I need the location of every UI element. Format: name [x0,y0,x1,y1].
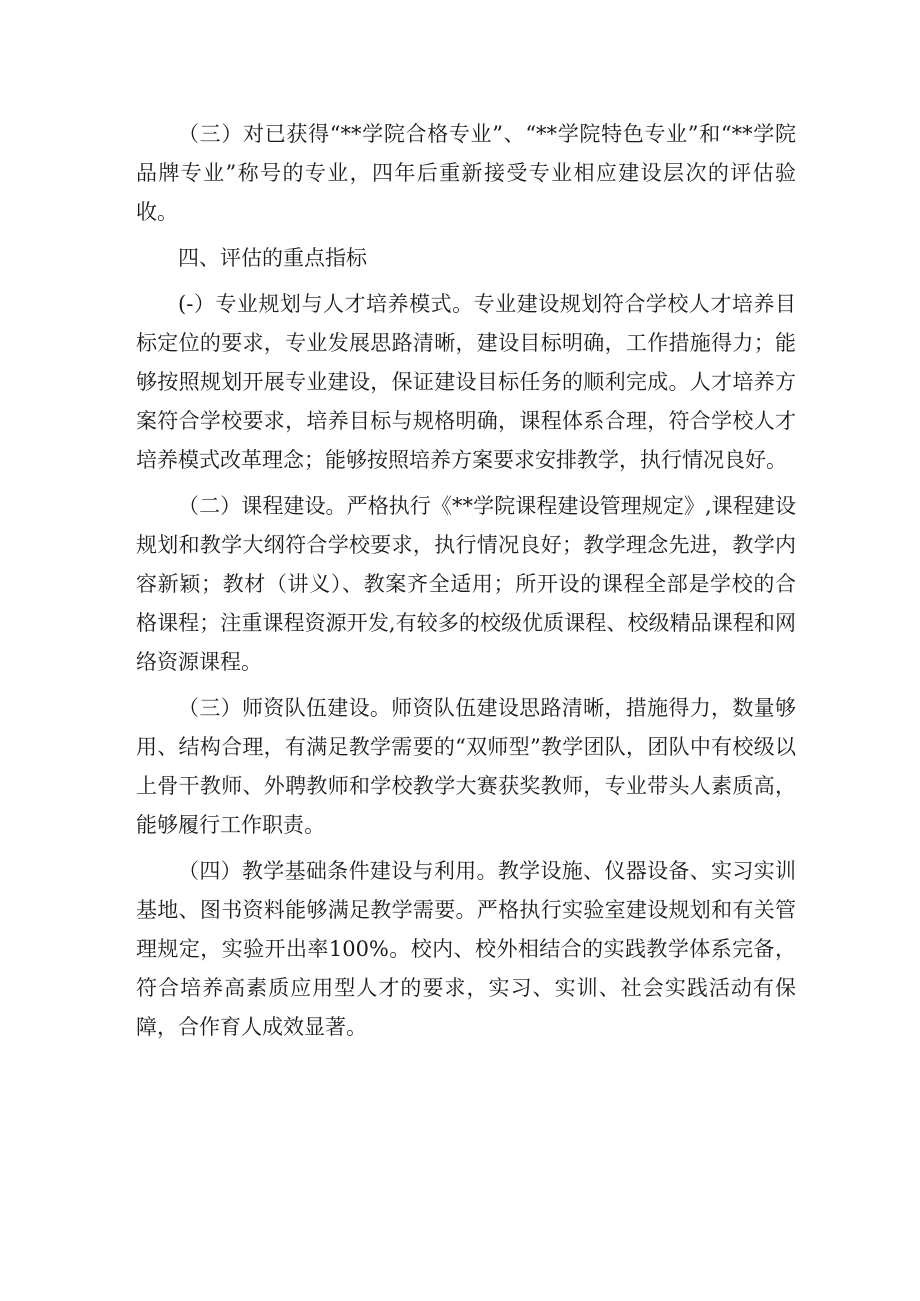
paragraph-course-construction: （二）课程建设。严格执行《**学院课程建设管理规定》,课程建设规划和教学大纲符合学校要求，执行情况良好；教学理念先进，教学内容新颖；教材（讲义）、教案齐全适用；所开设的课程全部是学校的合格课程；注重课程资源开发,有较多的校级优质课程、校级精品课程和网络资源课程。 [136,494,796,674]
paragraph-evaluation-cycle: （三）对已获得“**学院合格专业”、“**学院特色专业”和“**学院品牌专业”称号的专业，四年后重新接受专业相应建设层次的评估验收。 [136,122,796,224]
paragraph-teaching-facilities: （四）教学基础条件建设与利用。教学设施、仪器设备、实习实训基地、图书资料能够满足教学需要。严格执行实验室建设规划和有关管理规定，实验开出率100%。校内、校外相结合的实践教学体系完备，符合培养高素质应用型人才的要求，实习、实训、社会实践活动有保障，合作育人成效显著。 [136,859,796,1039]
paragraph-professional-planning: (-）专业规划与人才培养模式。专业建设规划符合学校人才培养目标定位的要求，专业发展思路清晰，建设目标明确，工作措施得力；能够按照规划开展专业建设，保证建设目标任务的顺利完成。人才培养方案符合学校要求，培养目标与规格明确，课程体系合理，符合学校人才培养模式改革理念；能够按照培养方案要求安排教学，执行情况良好。 [136,292,796,472]
section-heading-key-indicators: 四、评估的重点指标 [178,246,367,270]
paragraph-faculty-construction: （三）师资队伍建设。师资队伍建设思路清晰，措施得力，数量够用、结构合理，有满足教学需要的“双师型”教学团队，团队中有校级以上骨干教师、外聘教师和学校教学大赛获奖教师，专业带头人素质高，能够履行工作职责。 [136,696,796,837]
document-body [136,115,796,1054]
